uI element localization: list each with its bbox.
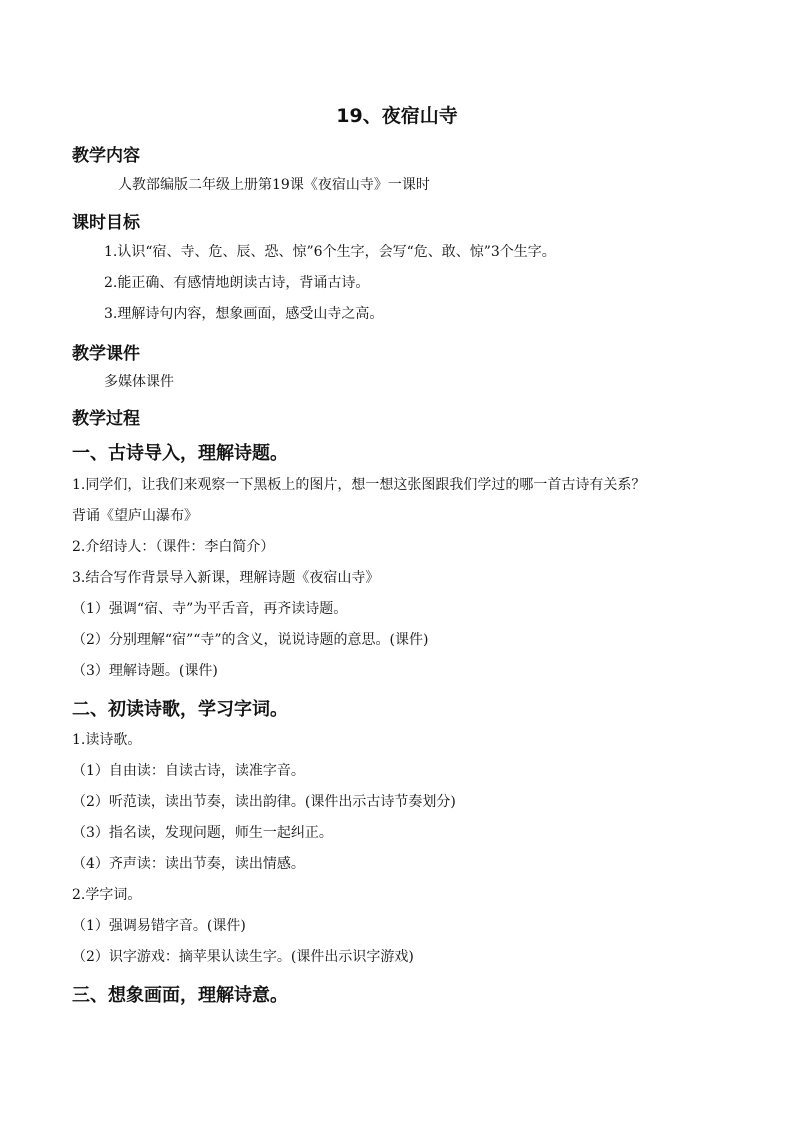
process-line: （2）分别理解“宿”“寺”的含义，说说诗题的意思。(课件) [72,632,429,648]
heading-teaching-process: 教学过程 [72,409,140,429]
heading-part-1: 一、古诗导入，理解诗题。 [72,443,288,464]
process-line: 2.学字词。 [72,887,142,903]
process-line: （3）理解诗题。(课件) [72,663,218,679]
teaching-content-text: 人教部编版二年级上册第19课《夜宿山寺》一课时 [118,177,430,193]
process-line: （4）齐声读：读出节奏，读出情感。 [72,856,305,872]
process-line: 背诵《望庐山瀑布》 [72,508,198,524]
process-line: 2.介绍诗人：（课件：李白简介） [72,539,275,555]
goal-item: 1.认识“宿、寺、危、辰、恐、惊”6个生字，会写“危、敢、惊”3个生字。 [104,244,556,260]
heading-part-2: 二、初读诗歌，学习字词。 [72,699,288,720]
process-line: （1）强调“宿、寺”为平舌音，再齐读诗题。 [72,601,348,617]
courseware-text: 多媒体课件 [104,374,174,390]
process-line: （1）自由读：自读古诗，读准字音。 [72,763,305,779]
goal-item: 3.理解诗句内容，想象画面，感受山寺之高。 [104,306,384,322]
heading-lesson-goals: 课时目标 [72,213,140,233]
process-line: 1.读诗歌。 [72,732,142,748]
process-line: （3）指名读，发现问题，师生一起纠正。 [72,825,333,841]
process-line: 1.同学们，让我们来观察一下黑板上的图片，想一想这张图跟我们学过的哪一首古诗有关系？ [72,477,646,493]
process-line: 3.结合写作背景导入新课，理解诗题《夜宿山寺》 [72,570,380,586]
page-title: 19、夜宿山寺 [336,105,458,127]
heading-courseware: 教学课件 [72,344,140,364]
process-line: （1）强调易错字音。(课件) [72,918,246,934]
process-line: （2）听范读，读出节奏，读出韵律。(课件出示古诗节奏划分) [72,794,456,810]
heading-part-3: 三、想象画面，理解诗意。 [72,985,288,1006]
goal-item: 2.能正确、有感情地朗读古诗，背诵古诗。 [104,275,370,291]
process-line: （2）识字游戏：摘苹果认读生字。(课件出示识字游戏) [72,949,414,965]
heading-teaching-content: 教学内容 [72,146,140,166]
